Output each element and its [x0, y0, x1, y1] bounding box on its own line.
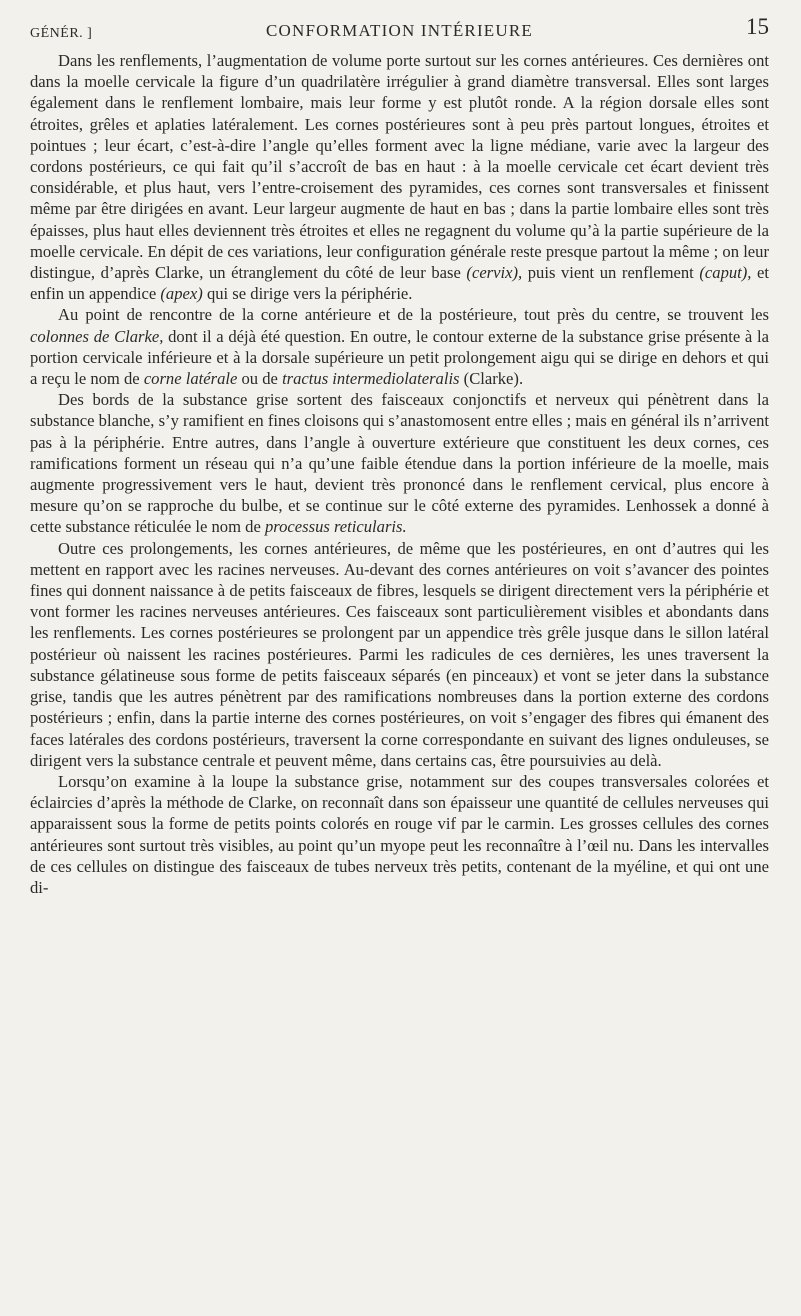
body-text: [30, 50, 769, 898]
term: corne latérale: [143, 369, 238, 389]
paragraph: Dans les renflements, l’augmentation de volume porte surtout sur les cornes antérieures. Ces dernières ont dans la moelle cervicale la figure d’un quadrilatère irrégulier à grand diamètre transversal. Elles sont larges également dans le renflement lombaire, mais leur forme y est plutôt ronde. A la région dorsale elles sont étroites, grêles et aplaties latéralement. Les cornes postérieures sont à peu près partout longues, étroites et pointues ; leur écart, c’est-à-dire l’angle qu’elles forment avec la ligne médiane, varie avec la largeur des cordons postérieurs, ce qui fait qu’il s’accroît de bas en haut : à la moelle cervicale cet écart devient très considérable, et plus haut, vers l’entre-croisement des pyramides, ces cornes sont transversales et finissent même par être dirigées en avant. Leur largeur augmente de haut en bas ; dans la partie lombaire elles sont très épaisses, plus haut elles deviennent très étroites et elles ne regagnent du volume qu’à la partie supérieure de la moelle cervicale. En dépit de ces variations, leur configuration générale reste presque partout la même ; on leur distingue, d’après Clarke, un étranglement du côté de leur base (cervix), puis vient un renflement (caput), et enfin un appendice (apex) qui se dirige vers la périphérie.: [30, 51, 770, 304]
running-head: [30, 0, 769, 50]
running-title: CONFORMATION INTÉRIEURE: [265, 21, 533, 40]
latin-term: tractus intermediolateralis: [282, 369, 460, 389]
paragraph: Outre ces prolongements, les cornes antérieures, de même que les postérieures, en ont d’autres qui les mettent en rapport avec les racines nerveuses. Au-devant des cornes antérieures on voit s’avancer des pointes fines qui donnent naissance à de petits faisceaux de fibres, lesquels se dirigent directement vers la périphérie et vont former les racines nerveuses antérieures. Ces faisceaux sont particulièrement visibles et abondants dans les renflements. Les cornes postérieures se prolongent par un appendice très grêle jusque dans le sillon latéral postérieur où naissent les racines postérieures. Parmi les radicules de ces dernières, les unes traversent la substance gélatineuse sous forme de petits faisceaux séparés (en pinceaux) et vont se jeter dans la substance grise, tandis que les autres pénètrent par des ramifications nombreuses dans la portion externe des cordons postérieurs ; enfin, dans la partie interne des cornes postérieures, on voit s’engager des fibres qui émanent des faces latérales des cordons postérieurs, traversent la corne correspondante en suivant des lignes onduleuses, se dirigent vers la substance centrale et peuvent même, dans certains cas, être poursuivies au delà.: [30, 538, 769, 770]
paragraph: Lorsqu’on examine à la loupe la substance grise, notamment sur des coupes transversales colorées et éclaircies d’après la méthode de Clarke, on reconnaît dans son épaisseur une quantité de cellules nerveuses qui apparaissent sous la forme de petits points colorés en rouge vif par le carmin. Les grosses cellules des cornes antérieures sont surtout très visibles, au point qu’un myope peut les reconnaître à l’œil nu. Dans les intervalles de ces cellules on distingue des faisceaux de tubes nerveux très petits, contenant de la myéline, et qui ont une di-: [30, 771, 769, 897]
paragraph: Des bords de la substance grise sortent des faisceaux conjonctifs et nerveux qui pénètrent dans la substance blanche, s’y ramifient en fines cloisons qui s’anastomosent entre elles ; mais en général ils n’arrivent pas à la périphérie. Entre autres, dans l’angle à ouverture extérieure que constituent les deux cornes, ces ramifications forment un réseau qui n’a qu’une faible étendue dans la portion inférieure de la moelle, mais augmente progressivement vers le haut, devient très prononcé dans le renflement cervical, plus encore à mesure qu’on se rapproche du bulbe, et se continue sur le côté externe des pyramides. Lenhossek a donné à cette substance réticulée le nom de processus reticularis.: [30, 390, 769, 537]
section-marker: GÉNÉR. ]: [30, 26, 93, 41]
latin-term: processus reticularis.: [264, 517, 407, 537]
paragraph: Au point de rencontre de la corne antérieure et de la postérieure, tout près du centre, se trouvent les colonnes de Clarke, dont il a déjà été question. En outre, le contour externe de la substance grise présente à la portion cervicale inférieure et à la dorsale supérieure un petit prolongement aigu qui se dirige en dehors et qui a reçu le nom de corne latérale ou de tractus intermediolateralis (Clarke).: [30, 305, 769, 389]
page-number: 15: [746, 14, 769, 39]
latin-term: (cervix),: [466, 263, 523, 283]
term: colonnes de Clarke,: [30, 326, 164, 346]
latin-term: (caput),: [699, 263, 752, 283]
latin-term: (apex): [160, 284, 203, 304]
